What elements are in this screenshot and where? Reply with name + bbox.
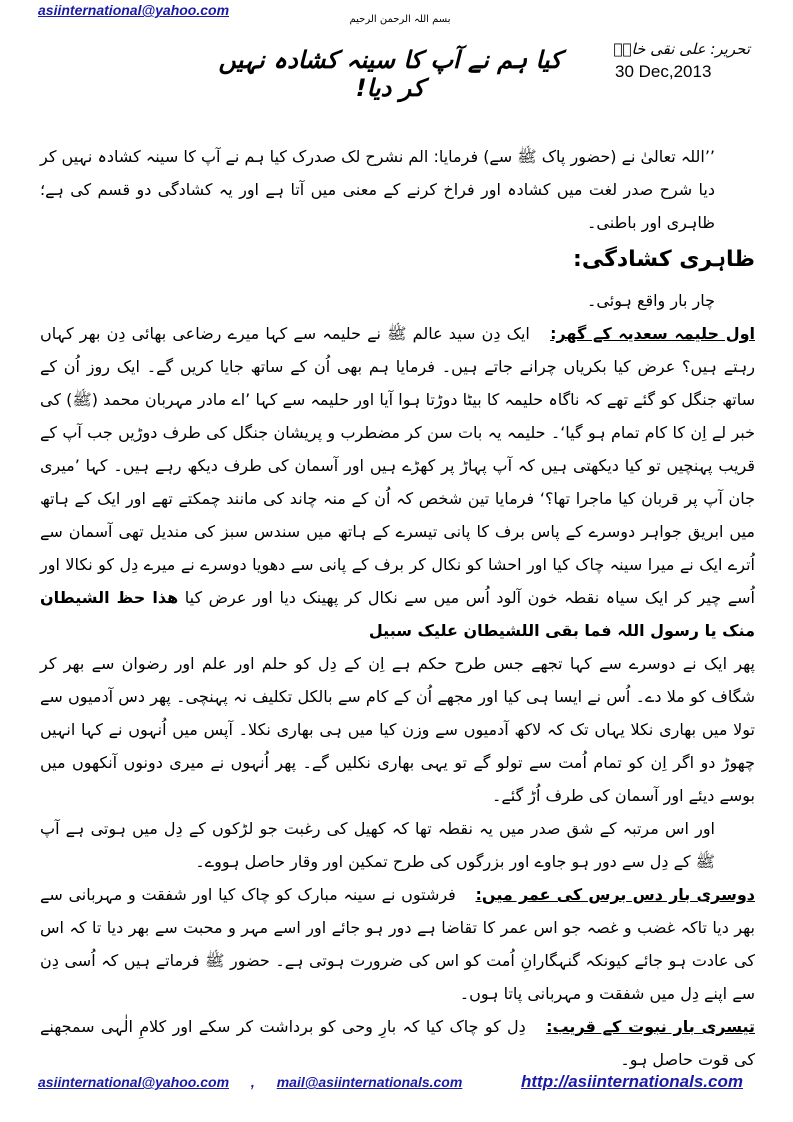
first-paragraph	[40, 317, 755, 647]
first-subheading: اول حلیمہ سعدیہ کے گھر:	[550, 324, 756, 343]
footer-email-link-2[interactable]: mail@asiinternationals.com	[276, 1074, 463, 1090]
date: 30 Dec,2013	[615, 62, 712, 81]
page-title: کیا ہم نے آپ کا سینہ کشادہ نہیں کر دیا!	[218, 46, 562, 102]
section-heading: ظاہری کشادگی:	[573, 247, 755, 272]
four-times-line: چار بار واقع ہوئی۔	[587, 291, 715, 310]
second-paragraph	[40, 878, 755, 1010]
footer-separator: ,	[250, 1074, 255, 1090]
third-paragraph	[40, 1010, 755, 1076]
first-paragraph-continued: پھر ایک نے دوسرے سے کہا تجھے جس طرح حکم ہے اِن کے دِل کو حلم اور علم اور رضوان سے بھر کر شگاف کو ملا دے۔ اُس نے ایسا ہی کیا اور مجھے اُن کے کام سے بالکل تکلیف نہ پہنچی۔ پھر دس آدمیوں سے تولا میں بھاری نکلا یہاں تک کہ لاکھ آدمیوں سے وزن کیا میں ہی بھاری نکلا۔ آپس میں اُنہوں نے کہا انہیں چھوڑ دو اگر اِن کو تمام اُمت سے تولو گے تو یہی بھاری نکلیں گے۔ پھر اُنہوں نے میری دونوں آنکھوں میں بوسے دیئے اور آسمان کی طرف اُڑ گئے۔	[40, 654, 755, 805]
intro-paragraph: ’’اللہ تعالیٰ نے (حضور پاک ﷺ سے) فرمایا: الم نشرح لک صدرک کیا ہم نے آپ کا سینہ کشادہ نہیں کر دیا شرح صدر لغت میں کشادہ اور فراخ کرنے کے معنی میں آتا ہے اور یہ کشادگی دو قسم کی ہے؛ ظاہری اور باطنی۔	[40, 147, 715, 232]
author-line: تحریر: علی نقی خانؒ	[613, 40, 750, 58]
third-subheading: تیسری بار نبوت کے قریب:	[546, 1017, 756, 1036]
first-paragraph-conclusion: اور اس مرتبہ کے شق صدر میں یہ نقطہ تھا کہ کھیل کی رغبت جو لڑکوں کے دِل میں ہوتی ہے آپ ﷺ کے دِل سے دور ہو جاوے اور بزرگوں کی طرح تمکین اور وقار حاصل ہووے۔	[40, 819, 715, 871]
second-text: فرشتوں نے سینہ مبارک کو چاک کیا اور شفقت و مہربانی سے بھر دیا تاکہ غضب و غصہ جو اس عمر کا تقاضا ہے دور ہو جائے اور اسے مہر و محبت سے بھر دیا تا کہ اس کی عادت ہو جائے کیونکہ گنہگارانِ اُمت کو اس کی ضرورت ہوتی ہے۔ حضور ﷺ فرماتے ہیں کہ اُسی دِن سے اپنے دِل میں شفقت و مہربانی پاتا ہوں۔	[40, 885, 755, 1003]
article-body	[40, 140, 755, 1076]
bismillah: بسم اللہ الرحمن الرحیم	[349, 14, 451, 25]
header-email-link[interactable]: asiinternational@yahoo.com	[38, 2, 230, 18]
second-subheading: دوسری بار دس برس کی عمر میں:	[475, 885, 755, 904]
footer-email-link-1[interactable]: asiinternational@yahoo.com	[38, 1074, 230, 1090]
third-text: دِل کو چاک کیا کہ بارِ وحی کو برداشت کر سکے اور کلامِ الٰہی سمجھنے کی قوت حاصل ہو۔	[40, 1017, 755, 1069]
first-arabic-quote: ھذا حظ الشیطان منک یا رسول اللہ فما بقی اللشیطان علیک سبیل	[40, 588, 755, 640]
footer-website-link[interactable]: http://asiinternationals.com	[521, 1072, 743, 1091]
footer	[38, 1074, 753, 1090]
first-text: ایک دِن سید عالم ﷺ نے حلیمہ سے کہا میرے رضاعی بھائی دِن بھر کہاں رہتے ہیں؟ عرض کیا بکریاں چرانے جاتے ہیں۔ فرمایا ہم بھی اُن کے ساتھ جایا کریں گے۔ ایک روز اُن کے ساتھ جنگل کو گئے تھے کہ ناگاہ حلیمہ کا بیٹا دوڑتا ہوا آیا اور حلیمہ سے کہا ’اے مادر مہربان محمد (ﷺ) کی خبر لے اِن کا کام تمام ہو گیا‘۔ حلیمہ یہ بات سن کر مضطرب و پریشان جنگل کی طرف دوڑیں جب آپ کے قریب پہنچیں تو کیا دیکھتی ہیں کہ آپ پہاڑ پر کھڑے ہیں اور آسمان کی طرف دیکھ رہے ہیں۔ کہا ’میری جان آپ پر قربان کیا ماجرا تھا؟‘ فرمایا تین شخص کہ اُن کے منہ چاند کی مانند چمکتے تھے اور ایک کے ہاتھ میں ابریق جواہر دوسرے کے پاس برف کا پانی تیسرے کے ہاتھ میں سندس سبز کی مندیل تھی آسمان سے اُترے ایک نے میرا سینہ چاک کیا اور احشا کو نکال کر برف کے پانی سے دھویا دوسرے نے میرے دِل کو نکالا اور اُسے چیر کر ایک سیاہ نقطہ خون آلود اُس میں سے نکال کر پھینک دیا اور عرض کیا	[40, 324, 756, 607]
